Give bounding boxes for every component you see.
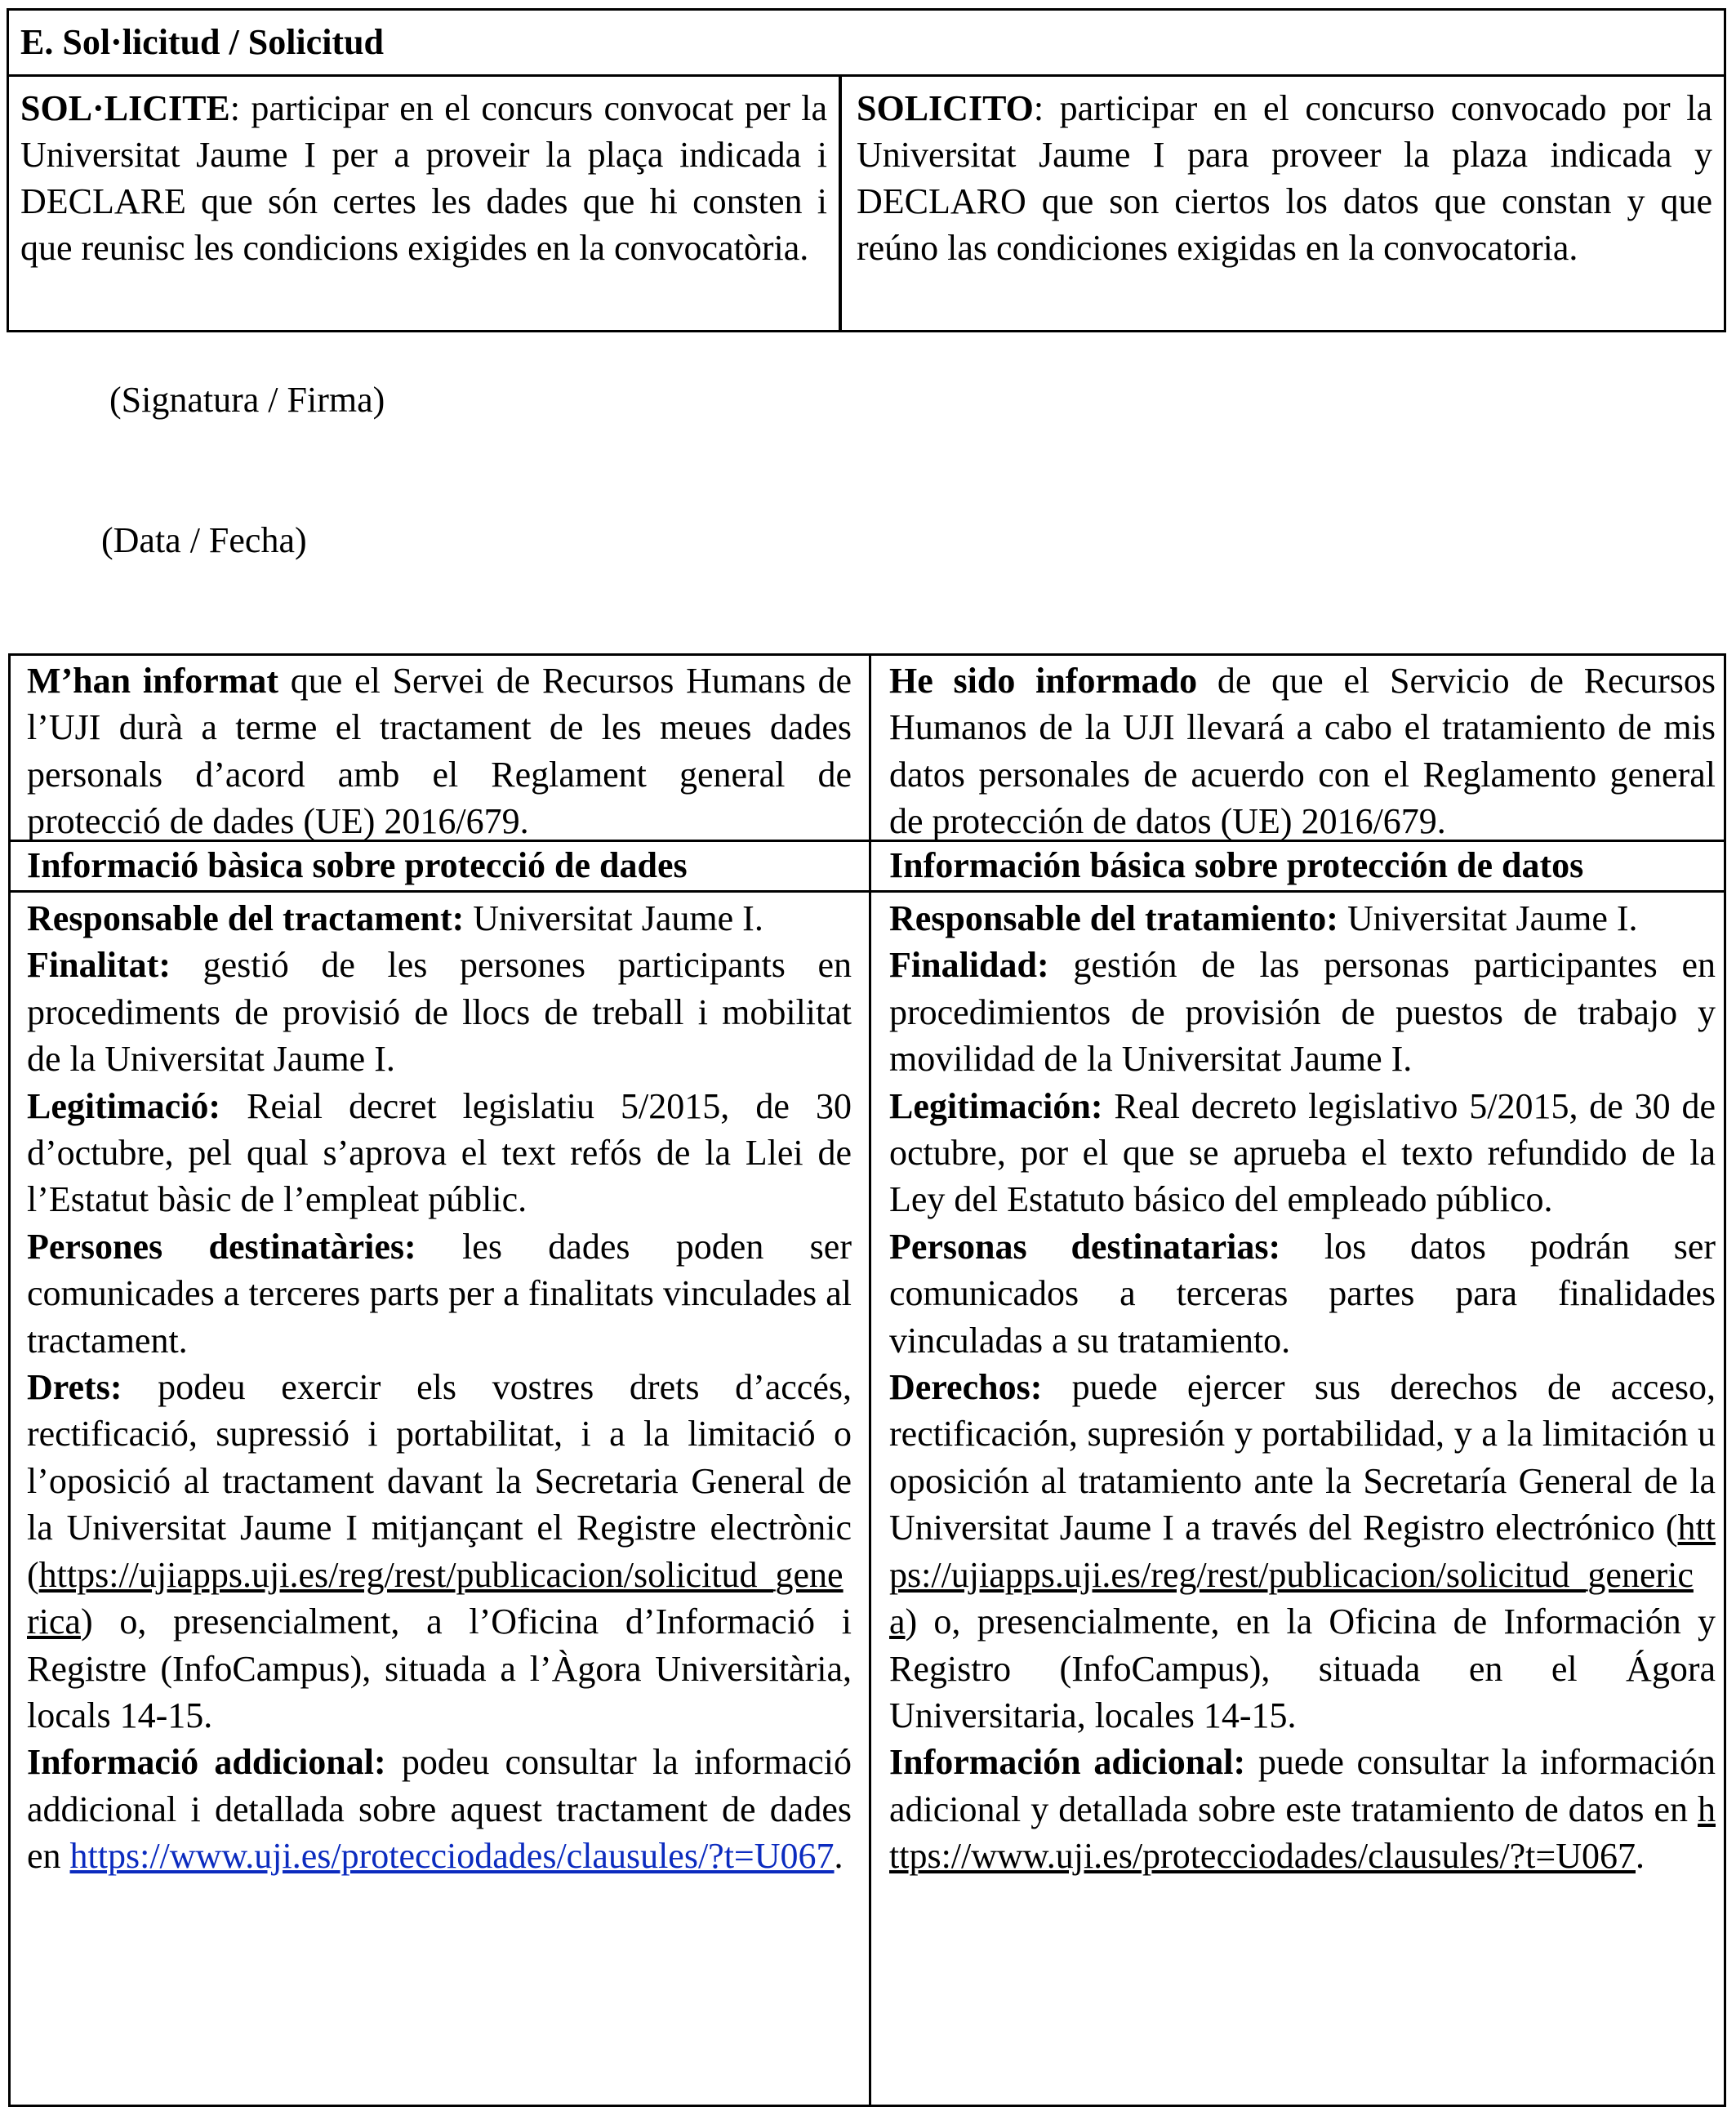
dp-spanish-column — [889, 656, 1716, 1880]
solicito-text: : participar en el concurso convocado por la Universitat Jaume I para proveer la plaza indicada y DECLARO que son ciertos los datos que constan y que reúno las condiciones exigidas en la convocatoria. — [857, 88, 1712, 268]
dp-item — [27, 1223, 852, 1364]
column-divider — [869, 656, 871, 2105]
section-e-row — [9, 77, 1724, 330]
dp-spanish-title: Información básica sobre protección de datos — [889, 845, 1584, 885]
dp-item-label: Responsable del tractament: — [27, 898, 465, 938]
solicite-label: SOL·LICITE — [20, 88, 230, 128]
data-protection-link[interactable]: https://www.uji.es/protecciodades/clausules/?t=U067 — [69, 1836, 835, 1877]
dp-item-label: Finalitat: — [27, 945, 171, 986]
solicito-label: SOLICITO — [857, 88, 1034, 128]
informed-label: M’han informat — [27, 661, 279, 701]
rights-text-end: ) o, presencialment, a l’Oficina d’Informació i Registre (InfoCampus), situada a l’Àgora Universitària, locals 14-15. — [27, 1601, 852, 1735]
dp-item-label: Legitimació: — [27, 1085, 221, 1126]
dp-item-text: Real decreto legislativo 5/2015, de 30 de octubre, por el que se aprueba el texto refundido de la Ley del Estatuto básico del empleado público. — [889, 1085, 1716, 1220]
dp-rights — [27, 1364, 852, 1739]
dp-item-text: Reial decret legislatiu 5/2015, de 30 d’octubre, pel qual s’aprova el text refós de la Llei de l’Estatut bàsic de l’empleat públic. — [27, 1085, 852, 1220]
dp-additional — [889, 1739, 1716, 1879]
informed-text: de que el Servicio de Recursos Humanos de la UJI llevará a cabo el tratamiento de mis datos personales de acuerdo con el Reglamento general de protección de datos (UE) 2016/679. — [889, 661, 1716, 842]
dp-item-label: Legitimación: — [889, 1085, 1103, 1126]
section-e-catalan-cell — [9, 77, 842, 330]
section-e-title: E. Sol·licitud / Solicitud — [9, 11, 1724, 77]
additional-label: Informació addicional: — [27, 1742, 386, 1783]
rights-text: podeu exercir els vostres drets d’accés, rectificació, supressió i portabilitat, i a la limitació o l’oposició al tractament davant la Secretaria General de la Universitat Jaume I mitjançant el Registre electrònic ( — [27, 1367, 852, 1595]
dp-item — [27, 1083, 852, 1223]
dp-item — [27, 895, 852, 942]
signature-label: (Signatura / Firma) — [109, 380, 385, 420]
additional-text: podeu consultar la informació addicional i detallada sobre aquest tractament de dades en — [27, 1742, 852, 1877]
dp-catalan-intro — [27, 656, 852, 841]
data-protection-table — [8, 653, 1726, 2107]
dp-catalan-body — [27, 895, 852, 1880]
registry-link[interactable]: https://ujiapps.uji.es/reg/rest/publicacion/solicitud_generica — [889, 1508, 1716, 1642]
dp-item-label: Finalidad: — [889, 945, 1049, 986]
solicite-text: : participar en el concurs convocat per la Universitat Jaume I per a proveir la plaça indicada i DECLARE que són certes les dades que hi consten i que reunisc les condicions exigides en la convocatòria. — [20, 88, 827, 268]
data-protection-link[interactable]: https://www.uji.es/protecciodades/clausules/?t=U067 — [889, 1789, 1716, 1877]
rights-text: puede ejercer sus derechos de acceso, rectificación, supresión y portabilidad, y a la limitación u oposición al tratamiento ante la Secretaría General de la Universitat Jaume I a través del Registro electrónico ( — [889, 1367, 1716, 1548]
dp-additional — [27, 1739, 852, 1879]
dp-item-label: Responsable del tratamiento: — [889, 898, 1338, 938]
dp-item — [889, 1083, 1716, 1223]
date-label: (Data / Fecha) — [101, 520, 307, 560]
dp-item-text: les dades poden ser comunicades a terceres parts per a finalitats vinculades al tractament. — [27, 1226, 852, 1361]
dp-item-text: gestió de les persones participants en procediments de provisió de llocs de treball i mobilitat de la Universitat Jaume I. — [27, 945, 852, 1080]
dp-item-label: Persones destinatàries: — [27, 1226, 416, 1267]
dp-item — [27, 942, 852, 1082]
dp-rights — [889, 1364, 1716, 1739]
rights-label: Drets: — [27, 1367, 122, 1408]
dp-catalan-column — [27, 656, 852, 1880]
additional-label: Información adicional: — [889, 1742, 1246, 1783]
informed-text: que el Servei de Recursos Humans de l’UJI durà a terme el tractament de les meues dades personals d’acord amb el Reglament general de protecció de dades (UE) 2016/679. — [27, 661, 852, 842]
dp-item — [889, 895, 1716, 942]
dp-item-text: Universitat Jaume I. — [1338, 898, 1638, 938]
registry-link[interactable]: https://ujiapps.uji.es/reg/rest/publicacion/solicitud_generica — [27, 1554, 844, 1642]
section-e-table — [7, 8, 1726, 332]
dp-item-text: los datos podrán ser comunicados a terceras partes para finalidades vinculadas a su tratamiento. — [889, 1226, 1716, 1361]
additional-text: puede consultar la información adicional y detallada sobre este tratamiento de datos en — [889, 1742, 1716, 1829]
section-e-spanish-cell — [842, 77, 1724, 330]
additional-end: . — [834, 1836, 844, 1877]
dp-spanish-intro — [889, 656, 1716, 841]
dp-item — [889, 1223, 1716, 1364]
dp-item-text: gestión de las personas participantes en procedimientos de provisión de puestos de trabajo y movilidad de la Universitat Jaume I. — [889, 945, 1716, 1080]
rights-label: Derechos: — [889, 1367, 1043, 1408]
dp-item-label: Personas destinatarias: — [889, 1226, 1281, 1267]
dp-item — [889, 942, 1716, 1082]
dp-item-text: Universitat Jaume I. — [464, 898, 763, 938]
rights-text-end: ) o, presencialmente, en la Oficina de Información y Registro (InfoCampus), situada en el Ágora Universitaria, locales 14-15. — [889, 1601, 1716, 1735]
dp-spanish-body — [889, 895, 1716, 1880]
informed-label: He sido informado — [889, 661, 1198, 701]
dp-catalan-title: Informació bàsica sobre protecció de dades — [27, 845, 688, 885]
additional-end: . — [1636, 1836, 1645, 1877]
